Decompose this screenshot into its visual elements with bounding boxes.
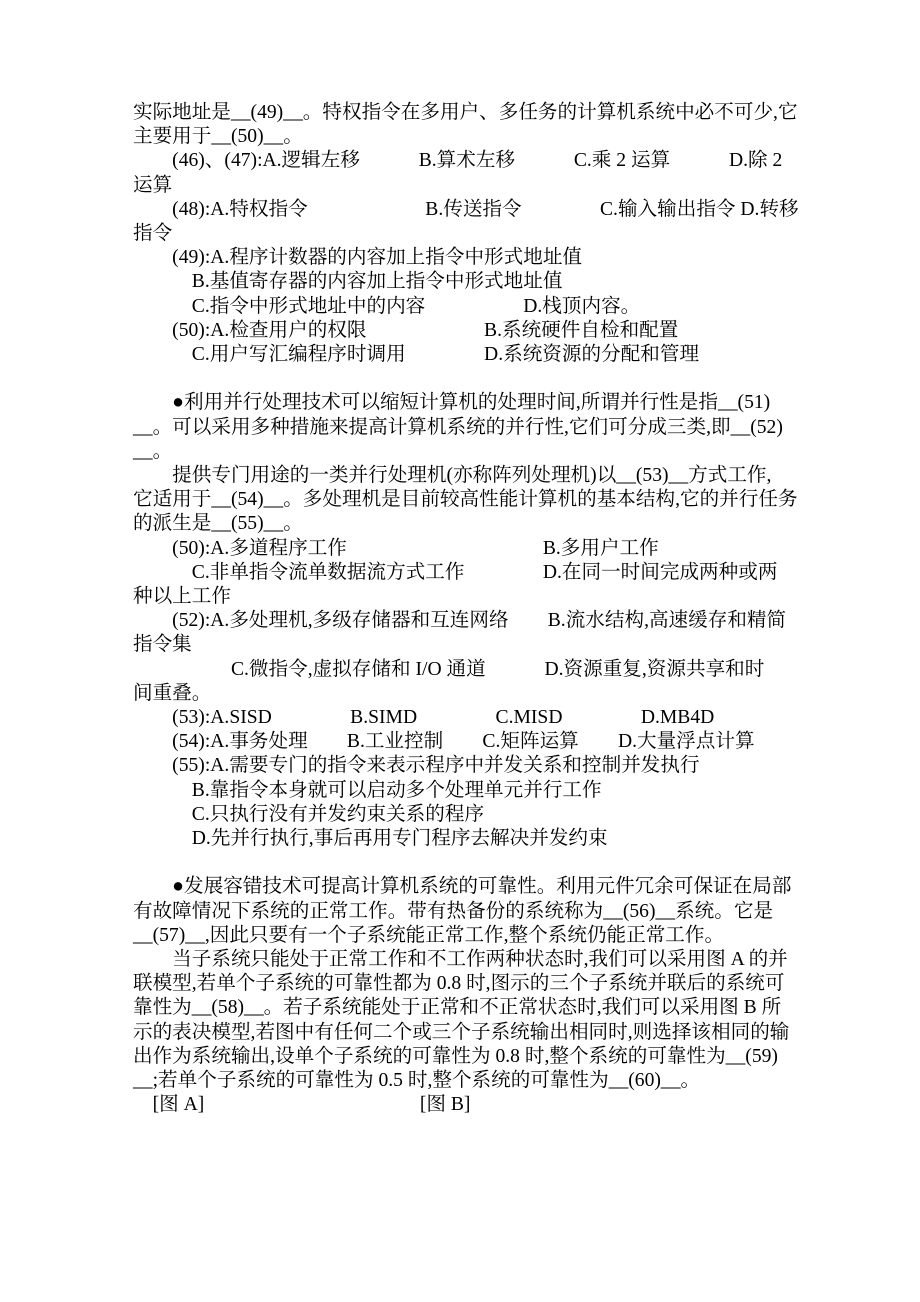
text-line: 间重叠。 bbox=[133, 682, 212, 704]
text-line: C.微指令,虚拟存储和 I/O 通道 D.资源重复,资源共享和时 bbox=[133, 658, 765, 680]
blank-line bbox=[133, 367, 811, 391]
text-line: C.非单指令流单数据流方式工作 D.在同一时间完成两种或两 bbox=[133, 561, 778, 583]
text-line: C.指令中形式地址中的内容 D.栈顶内容。 bbox=[133, 295, 641, 317]
text-line: 提供专门用途的一类并行处理机(亦称阵列处理机)以__(53)__方式工作, bbox=[133, 465, 772, 487]
text-line: C.只执行没有并发约束关系的程序 bbox=[133, 803, 485, 825]
text-line: 出作为系统输出,设单个子系统的可靠性为 0.8 时,整个系统的可靠性为__(59) bbox=[133, 1045, 778, 1067]
text-line: 当子系统只能处于正常工作和不工作两种状态时,我们可以采用图 A 的并 bbox=[133, 949, 788, 971]
text-line: 主要用于__(50)__。 bbox=[133, 126, 303, 148]
text-line: __(57)__,因此只要有一个子系统能正常工作,整个系统仍能正常工作。 bbox=[133, 924, 725, 946]
text-line: (46)、(47):A.逻辑左移 B.算术左移 C.乘 2 运算 D.除 2 bbox=[133, 150, 783, 172]
text-line: 示的表决模型,若图中有任何二个或三个子系统输出相同时,则选择该相同的输 bbox=[133, 1021, 790, 1043]
blank-line bbox=[133, 851, 811, 875]
text-line: B.靠指令本身就可以启动多个处理单元并行工作 bbox=[133, 779, 602, 801]
text-line: 运算 bbox=[133, 174, 173, 196]
text-line: (54):A.事务处理 B.工业控制 C.矩阵运算 D.大量浮点计算 bbox=[133, 731, 755, 753]
text-line: ●利用并行处理技术可以缩短计算机的处理时间,所谓并行性是指__(51) bbox=[133, 392, 771, 414]
text-line: 的派生是__(55)__。 bbox=[133, 513, 303, 535]
text-line: (53):A.SISD B.SIMD C.MISD D.MB4D bbox=[133, 707, 715, 729]
text-line: (50):A.检查用户的权限 B.系统硬件自检和配置 bbox=[133, 319, 679, 341]
text-line: (49):A.程序计数器的内容加上指令中形式地址值 bbox=[133, 247, 583, 269]
document-body bbox=[133, 101, 811, 1118]
text-line: __。 bbox=[133, 440, 173, 462]
text-line: 靠性为__(58)__。若子系统能处于正常和不正常状态时,我们可以采用图 B 所 bbox=[133, 997, 782, 1019]
text-line: (52):A.多处理机,多级存储器和互连网络 B.流水结构,高速缓存和精简 bbox=[133, 610, 787, 632]
text-line: (55):A.需要专门的指令来表示程序中并发关系和控制并发执行 bbox=[133, 755, 700, 777]
text-line: 指令集 bbox=[133, 634, 192, 656]
text-line: (50):A.多道程序工作 B.多用户工作 bbox=[133, 537, 659, 559]
text-line: 有故障情况下系统的正常工作。带有热备份的系统称为__(56)__系统。它是 bbox=[133, 900, 774, 922]
text-line: 联模型,若单个子系统的可靠性都为 0.8 时,图示的三个子系统并联后的系统可 bbox=[133, 973, 785, 995]
text-line: __。可以采用多种措施来提高计算机系统的并行性,它们可分成三类,即__(52) bbox=[133, 416, 783, 438]
text-line: [图 A] [图 B] bbox=[133, 1094, 471, 1116]
text-line: ●发展容错技术可提高计算机系统的可靠性。利用元件冗余可保证在局部 bbox=[133, 876, 792, 898]
text-line: B.基值寄存器的内容加上指令中形式地址值 bbox=[133, 271, 563, 293]
text-line: 指令 bbox=[133, 223, 173, 245]
text-line: (48):A.特权指令 B.传送指令 C.输入输出指令 D.转移 bbox=[133, 198, 799, 220]
text-line: 实际地址是__(49)__。特权指令在多用户、多任务的计算机系统中必不可少,它 bbox=[133, 102, 798, 123]
text-line: __;若单个子系统的可靠性为 0.5 时,整个系统的可靠性为__(60)__。 bbox=[133, 1070, 701, 1092]
text-line: D.先并行执行,事后再用专门程序去解决并发约束 bbox=[133, 828, 608, 850]
text-line: 它适用于__(54)__。多处理机是目前较高性能计算机的基本结构,它的并行任务 bbox=[133, 489, 798, 511]
text-line: 种以上工作 bbox=[133, 586, 231, 608]
text-line: C.用户写汇编程序时调用 D.系统资源的分配和管理 bbox=[133, 344, 700, 366]
